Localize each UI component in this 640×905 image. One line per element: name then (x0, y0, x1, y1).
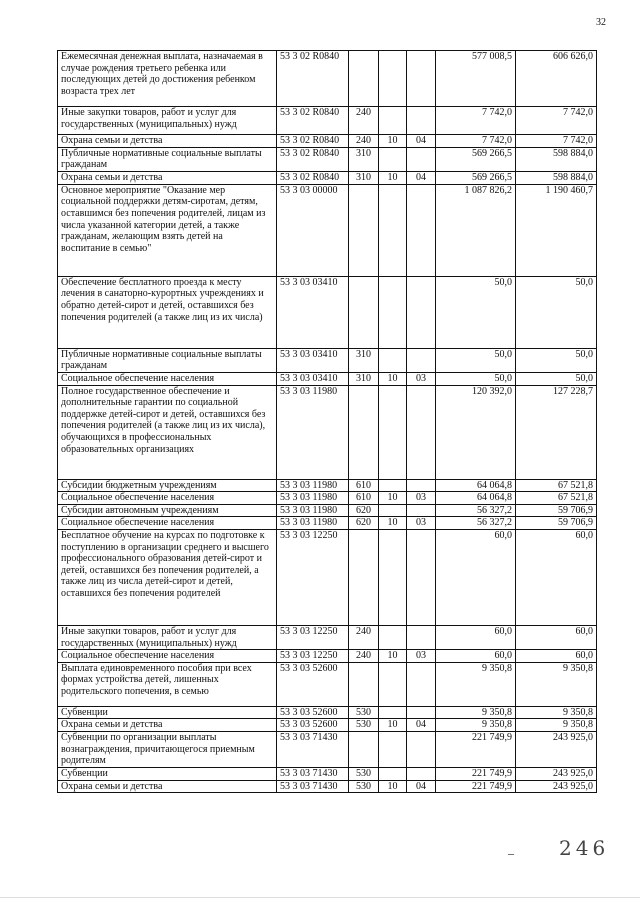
row-subsection (407, 276, 436, 348)
table-row (58, 504, 597, 517)
table-row (58, 529, 597, 625)
row-expense-type: 240 (349, 650, 379, 663)
row-subsection (407, 385, 436, 479)
row-name: Субсидии автономным учреждениям (58, 504, 277, 517)
row-subsection: 03 (407, 492, 436, 505)
table-row (58, 51, 597, 107)
row-code: 53 3 03 71430 (277, 767, 349, 780)
row-subsection (407, 504, 436, 517)
row-section (379, 51, 407, 107)
row-amount-year2: 7 742,0 (516, 107, 597, 135)
row-section: 10 (379, 517, 407, 530)
row-amount-year2: 243 925,0 (516, 731, 597, 767)
row-code: 53 3 03 00000 (277, 184, 349, 276)
row-name: Иные закупки товаров, работ и услуг для государственных (муниципальных) нужд (58, 625, 277, 649)
table-row (58, 107, 597, 135)
row-name: Основное мероприятие "Оказание мер социальной поддержки детям-сиротам, детям, оставшимся без попечения родителей, лицам из числа указанной категории детей, а также гражданам, желающим взять детей на воспитание в семью" (58, 184, 277, 276)
row-code: 53 3 03 11980 (277, 504, 349, 517)
row-section (379, 184, 407, 276)
row-code: 53 3 02 R0840 (277, 147, 349, 171)
row-amount-year2: 9 350,8 (516, 706, 597, 719)
row-code: 53 3 02 R0840 (277, 135, 349, 148)
row-amount-year1: 50,0 (436, 276, 516, 348)
row-expense-type (349, 385, 379, 479)
table-row (58, 276, 597, 348)
row-section (379, 662, 407, 706)
row-expense-type (349, 51, 379, 107)
row-code: 53 3 03 12250 (277, 529, 349, 625)
row-amount-year2: 59 706,9 (516, 504, 597, 517)
row-code: 53 3 03 03410 (277, 372, 349, 385)
row-code: 53 3 03 71430 (277, 731, 349, 767)
row-expense-type: 240 (349, 107, 379, 135)
row-amount-year2: 9 350,8 (516, 662, 597, 706)
row-amount-year1: 60,0 (436, 650, 516, 663)
table-row (58, 372, 597, 385)
row-subsection: 03 (407, 650, 436, 663)
row-amount-year1: 7 742,0 (436, 135, 516, 148)
row-section: 10 (379, 780, 407, 793)
row-code: 53 3 03 12250 (277, 650, 349, 663)
row-section (379, 504, 407, 517)
row-name: Субвенции (58, 767, 277, 780)
table-row (58, 517, 597, 530)
row-subsection (407, 662, 436, 706)
row-expense-type (349, 731, 379, 767)
row-section: 10 (379, 171, 407, 184)
row-amount-year2: 50,0 (516, 372, 597, 385)
row-code: 53 3 02 R0840 (277, 107, 349, 135)
row-name: Охрана семьи и детства (58, 171, 277, 184)
table-row (58, 706, 597, 719)
table-row (58, 147, 597, 171)
table-row (58, 171, 597, 184)
row-expense-type: 240 (349, 135, 379, 148)
row-name: Социальное обеспечение населения (58, 372, 277, 385)
row-expense-type: 310 (349, 147, 379, 171)
table-row (58, 492, 597, 505)
row-section (379, 385, 407, 479)
budget-table (57, 50, 597, 793)
row-subsection (407, 625, 436, 649)
row-name: Социальное обеспечение населения (58, 650, 277, 663)
row-name: Охрана семьи и детства (58, 780, 277, 793)
row-section: 10 (379, 492, 407, 505)
row-expense-type: 530 (349, 767, 379, 780)
row-code: 53 3 02 R0840 (277, 51, 349, 107)
row-amount-year1: 9 350,8 (436, 662, 516, 706)
table-row (58, 780, 597, 793)
table-row (58, 767, 597, 780)
row-amount-year2: 7 742,0 (516, 135, 597, 148)
row-subsection (407, 529, 436, 625)
row-subsection (407, 706, 436, 719)
row-code: 53 3 03 12250 (277, 625, 349, 649)
row-section (379, 529, 407, 625)
row-expense-type: 530 (349, 706, 379, 719)
row-amount-year1: 577 008,5 (436, 51, 516, 107)
row-subsection (407, 767, 436, 780)
row-amount-year2: 50,0 (516, 276, 597, 348)
row-amount-year1: 56 327,2 (436, 504, 516, 517)
row-subsection (407, 107, 436, 135)
row-name: Ежемесячная денежная выплата, назначаемая в случае рождения третьего ребенка или последующих детей до достижения ребенком возраста трех лет (58, 51, 277, 107)
row-amount-year2: 67 521,8 (516, 479, 597, 492)
row-expense-type: 610 (349, 492, 379, 505)
row-amount-year1: 9 350,8 (436, 719, 516, 732)
row-code: 53 3 03 52600 (277, 719, 349, 732)
row-name: Субсидии бюджетным учреждениям (58, 479, 277, 492)
row-amount-year1: 221 749,9 (436, 731, 516, 767)
row-name: Субвенции (58, 706, 277, 719)
row-section (379, 276, 407, 348)
row-amount-year2: 9 350,8 (516, 719, 597, 732)
row-subsection (407, 479, 436, 492)
row-section: 10 (379, 372, 407, 385)
row-amount-year2: 50,0 (516, 348, 597, 372)
row-name: Социальное обеспечение населения (58, 517, 277, 530)
row-amount-year1: 1 087 826,2 (436, 184, 516, 276)
row-subsection (407, 51, 436, 107)
row-name: Обеспечение бесплатного проезда к месту лечения в санаторно-курортных учреждениях и обратно детей-сирот и детей, оставшихся без попечения родителей (а также лиц из их числа) (58, 276, 277, 348)
row-code: 53 3 03 11980 (277, 385, 349, 479)
row-amount-year2: 60,0 (516, 625, 597, 649)
row-name: Социальное обеспечение населения (58, 492, 277, 505)
row-name: Охрана семьи и детства (58, 719, 277, 732)
row-amount-year1: 64 064,8 (436, 492, 516, 505)
table-row (58, 662, 597, 706)
row-amount-year2: 127 228,7 (516, 385, 597, 479)
row-name: Иные закупки товаров, работ и услуг для государственных (муниципальных) нужд (58, 107, 277, 135)
row-amount-year1: 50,0 (436, 348, 516, 372)
row-expense-type: 310 (349, 348, 379, 372)
table-row (58, 385, 597, 479)
row-amount-year2: 598 884,0 (516, 171, 597, 184)
row-code: 53 3 03 11980 (277, 479, 349, 492)
table-row (58, 135, 597, 148)
row-section: 10 (379, 650, 407, 663)
row-subsection: 04 (407, 135, 436, 148)
row-expense-type (349, 184, 379, 276)
row-name: Полное государственное обеспечение и дополнительные гарантии по социальной поддержке детей-сирот и детей, оставшихся без попечения родителей (а также лиц из их числа), обучающихся в профессиональных образовательных организациях (58, 385, 277, 479)
row-amount-year2: 243 925,0 (516, 780, 597, 793)
row-expense-type (349, 529, 379, 625)
row-amount-year1: 120 392,0 (436, 385, 516, 479)
row-expense-type: 240 (349, 625, 379, 649)
row-amount-year2: 60,0 (516, 529, 597, 625)
row-subsection (407, 184, 436, 276)
row-code: 53 3 03 03410 (277, 276, 349, 348)
row-code: 53 3 03 03410 (277, 348, 349, 372)
row-amount-year1: 56 327,2 (436, 517, 516, 530)
table-row (58, 719, 597, 732)
row-expense-type: 310 (349, 171, 379, 184)
row-amount-year2: 598 884,0 (516, 147, 597, 171)
row-code: 53 3 03 52600 (277, 706, 349, 719)
table-row (58, 731, 597, 767)
row-section (379, 479, 407, 492)
row-subsection (407, 731, 436, 767)
row-subsection: 03 (407, 372, 436, 385)
row-expense-type: 530 (349, 719, 379, 732)
handwritten-page-number: 246 (559, 836, 610, 860)
row-expense-type: 620 (349, 517, 379, 530)
row-amount-year1: 569 266,5 (436, 171, 516, 184)
table-row (58, 348, 597, 372)
row-code: 53 3 02 R0840 (277, 171, 349, 184)
table-row (58, 479, 597, 492)
row-section (379, 767, 407, 780)
row-code: 53 3 03 52600 (277, 662, 349, 706)
row-expense-type: 310 (349, 372, 379, 385)
row-name: Выплата единовременного пособия при всех формах устройства детей, лишенных родительского попечения, в семью (58, 662, 277, 706)
table-row (58, 184, 597, 276)
row-amount-year1: 221 749,9 (436, 780, 516, 793)
row-code: 53 3 03 11980 (277, 517, 349, 530)
page-number: 32 (596, 17, 606, 28)
row-expense-type: 610 (349, 479, 379, 492)
row-subsection: 03 (407, 517, 436, 530)
row-subsection: 04 (407, 171, 436, 184)
row-amount-year2: 59 706,9 (516, 517, 597, 530)
row-section: 10 (379, 719, 407, 732)
row-name: Публичные нормативные социальные выплаты гражданам (58, 348, 277, 372)
row-section: 10 (379, 135, 407, 148)
row-amount-year1: 64 064,8 (436, 479, 516, 492)
row-subsection: 04 (407, 719, 436, 732)
row-subsection (407, 147, 436, 171)
row-subsection (407, 348, 436, 372)
row-name: Бесплатное обучение на курсах по подготовке к поступлению в организации среднего и высшего профессионального образования детей-сирот и детей, оставшихся без попечения родителей, а также лиц из числа детей-сирот и детей, оставшихся без попечения родителей (58, 529, 277, 625)
row-amount-year2: 243 925,0 (516, 767, 597, 780)
row-section (379, 348, 407, 372)
row-amount-year1: 569 266,5 (436, 147, 516, 171)
row-amount-year1: 9 350,8 (436, 706, 516, 719)
row-section (379, 147, 407, 171)
row-expense-type: 620 (349, 504, 379, 517)
row-amount-year2: 1 190 460,7 (516, 184, 597, 276)
row-section (379, 107, 407, 135)
row-amount-year2: 606 626,0 (516, 51, 597, 107)
row-code: 53 3 03 71430 (277, 780, 349, 793)
row-code: 53 3 03 11980 (277, 492, 349, 505)
row-expense-type (349, 662, 379, 706)
row-section (379, 731, 407, 767)
row-section (379, 706, 407, 719)
row-expense-type: 530 (349, 780, 379, 793)
row-subsection: 04 (407, 780, 436, 793)
table-row (58, 650, 597, 663)
scan-edge-rule (0, 897, 640, 898)
row-name: Охрана семьи и детства (58, 135, 277, 148)
row-name: Субвенции по организации выплаты вознаграждения, причитающегося приемным родителям (58, 731, 277, 767)
row-section (379, 625, 407, 649)
row-amount-year1: 221 749,9 (436, 767, 516, 780)
row-amount-year1: 50,0 (436, 372, 516, 385)
table-row (58, 625, 597, 649)
row-expense-type (349, 276, 379, 348)
footer-dash: – (508, 846, 514, 860)
row-amount-year1: 7 742,0 (436, 107, 516, 135)
row-amount-year2: 67 521,8 (516, 492, 597, 505)
row-amount-year1: 60,0 (436, 529, 516, 625)
row-amount-year1: 60,0 (436, 625, 516, 649)
row-name: Публичные нормативные социальные выплаты гражданам (58, 147, 277, 171)
row-amount-year2: 60,0 (516, 650, 597, 663)
